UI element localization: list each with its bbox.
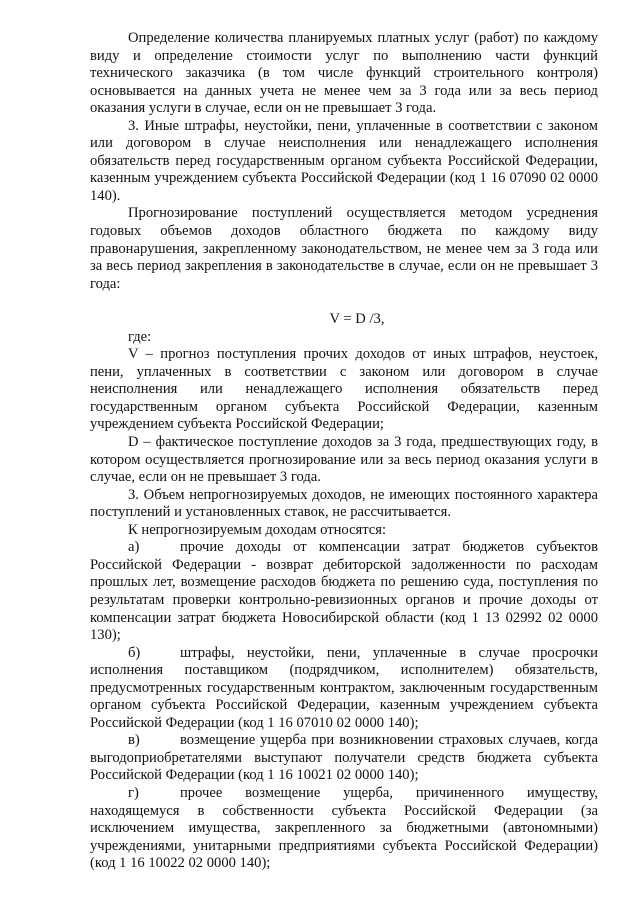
document-page [90, 30, 598, 873]
definition-d: D – фактическое поступление доходов за 3 года, предшествующих году, в котором осуществляется прогнозирование или за весь период оказания услуги в случае, если он не превышает 3 года. [90, 434, 598, 486]
list-item [90, 785, 598, 873]
list-item-label: а) [128, 539, 140, 556]
paragraph-technical-customer: Определение количества планируемых платных услуг (работ) по каждому виду и определение стоимости услуг по выполнению части функций технического заказчика (в том числе функций строительного контроля) основывается на данных учета не менее чем за 3 года или за весь период оказания услуги в случае, если он не превышает 3 года. [90, 30, 598, 117]
paragraph-section-3: 3. Объем непрогнозируемых доходов, не имеющих постоянного характера поступлений и установленных ставок, не рассчитывается. [90, 486, 598, 521]
paragraph-forecasting-method: Прогнозирование поступлений осуществляется методом усреднения годовых объемов доходов областного бюджета по каждому виду правонарушения, закрепленному законодательством, не менее чем за 3 года или за весь период закрепления в законодательстве в случае, если он не превышает 3 года: [90, 205, 598, 292]
list-item [90, 732, 598, 785]
list-item-text: штрафы, неустойки, пени, уплаченные в случае просрочки исполнения поставщиком (подрядчиком, исполнителем) обязательств, предусмотренных государственным контрактом, заключенным государственным органом субъекта Российской Федерации, казенным учреждением субъекта Российской Федерации (код 1 16 07010 02 0000 140); [90, 644, 598, 731]
list-item [90, 539, 598, 644]
where-label: где: [128, 328, 152, 345]
list-intro: К непрогнозируемым доходам относятся: [128, 521, 387, 538]
list-item-label: г) [128, 784, 139, 801]
list-item-text: прочие доходы от компенсации затрат бюджетов субъектов Российской Федерации - возврат дебиторской задолженности по расходам прошлых лет, возмещение расходов бюджета по решению суда, поступления по результатам проверки контрольно-ревизионных органов и прочие доходы от компенсации затрат бюджета Новосибирской области (код 1 13 02992 02 0000 130); [90, 539, 598, 644]
formula: V = D /3, [329, 311, 385, 328]
list-item-label: в) [128, 732, 140, 749]
list-item [90, 645, 598, 733]
definition-v: V – прогноз поступления прочих доходов от иных штрафов, неустоек, пени, уплаченных в соответствии с законом или договором в случае неисполнения или ненадлежащего исполнения обязательств перед государственным органом субъекта Российской Федерации, казенным учреждением субъекта Российской Федерации; [90, 346, 598, 433]
list-item-label: б) [128, 644, 141, 661]
list-item-text: прочее возмещение ущерба, причиненного имуществу, находящемуся в собственности субъекта Российской Федерации (за исключением имущества, закрепленного за бюджетными (автономными) учреждениями, унитарными предприятиями субъекта Российской Федерации) (код 1 16 10022 02 0000 140); [90, 784, 598, 872]
paragraph-other-fines: 3. Иные штрафы, неустойки, пени, уплаченные в соответствии с законом или договором в случае неисполнения или ненадлежащего исполнения обязательств перед государственным органом субъекта Российской Федерации, казенным учреждением субъекта Российской Федерации (код 1 16 07090 02 0000 140). [90, 117, 598, 204]
list-item-text: возмещение ущерба при возникновении страховых случаев, когда выгодоприобретателями выступают получатели средств бюджета субъекта Российской Федерации (код 1 16 10021 02 0000 140); [90, 732, 598, 784]
